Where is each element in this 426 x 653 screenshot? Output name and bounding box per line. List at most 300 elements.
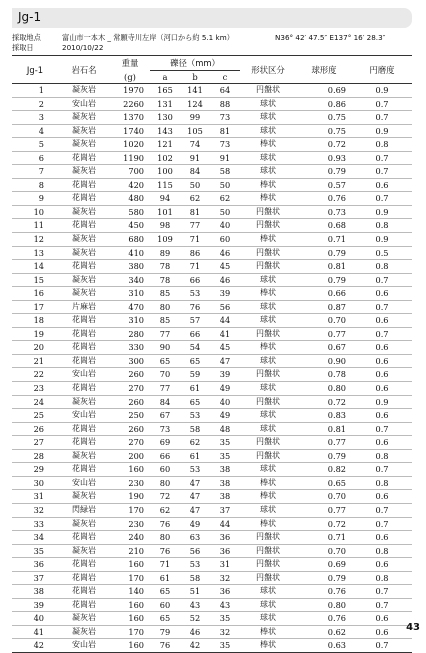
axis-c-cell: 35 bbox=[219, 640, 231, 651]
weight-cell: 2260 bbox=[123, 98, 144, 109]
axis-c-cell: 44 bbox=[219, 518, 231, 529]
row-number-cell: 20 bbox=[33, 342, 44, 353]
axis-a-cell: 85 bbox=[159, 315, 171, 326]
rock-name-cell: 花崗岩 bbox=[72, 261, 96, 271]
axis-a-cell: 69 bbox=[159, 437, 171, 448]
shape-class-cell: 円盤状 bbox=[256, 328, 280, 338]
sphericity-cell: 0.80 bbox=[327, 383, 346, 394]
axis-b-cell: 105 bbox=[187, 125, 203, 136]
roundness-cell: 0.6 bbox=[375, 179, 389, 190]
rock-name-cell: 花崗岩 bbox=[72, 315, 96, 325]
axis-b-cell: 52 bbox=[189, 613, 201, 624]
rock-name-cell: 安山岩 bbox=[72, 477, 96, 487]
table-row bbox=[12, 233, 412, 247]
rock-name-cell: 凝灰岩 bbox=[72, 626, 96, 636]
weight-cell: 210 bbox=[128, 545, 144, 556]
rock-name-cell: 凝灰岩 bbox=[72, 274, 96, 284]
axis-c-cell: 40 bbox=[219, 396, 231, 407]
axis-a-cell: 98 bbox=[159, 220, 171, 231]
table-row bbox=[12, 260, 412, 274]
rock-name-cell: 花崗岩 bbox=[72, 559, 96, 569]
sphericity-cell: 0.76 bbox=[327, 586, 346, 597]
sphericity-cell: 0.70 bbox=[327, 491, 346, 502]
row-number-cell: 14 bbox=[33, 261, 44, 272]
sphericity-cell: 0.62 bbox=[327, 626, 346, 637]
sphericity-cell: 0.71 bbox=[327, 532, 346, 543]
sphericity-cell: 0.78 bbox=[327, 369, 346, 380]
axis-b-cell: 57 bbox=[189, 315, 201, 326]
weight-cell: 170 bbox=[128, 626, 144, 637]
table-row bbox=[12, 327, 412, 341]
shape-class-cell: 円盤状 bbox=[256, 437, 280, 447]
sphericity-cell: 0.90 bbox=[327, 355, 346, 366]
weight-cell: 270 bbox=[128, 383, 144, 394]
shape-class-cell: 棒状 bbox=[260, 477, 276, 487]
shape-class-cell: 球状 bbox=[260, 98, 276, 108]
sphericity-cell: 0.68 bbox=[327, 220, 346, 231]
row-number-cell: 33 bbox=[33, 518, 44, 529]
roundness-cell: 0.9 bbox=[375, 396, 389, 407]
sphericity-cell: 0.77 bbox=[327, 504, 346, 515]
axis-a-cell: 66 bbox=[159, 450, 171, 461]
axis-b-cell: 47 bbox=[189, 504, 201, 515]
axis-a-cell: 76 bbox=[159, 518, 171, 529]
axis-a-cell: 85 bbox=[159, 288, 171, 299]
axis-c-cell: 35 bbox=[219, 437, 231, 448]
table-row bbox=[12, 138, 412, 152]
rock-name-cell: 花崗岩 bbox=[72, 464, 96, 474]
rock-name-cell: 凝灰岩 bbox=[72, 206, 96, 216]
weight-cell: 160 bbox=[128, 464, 144, 475]
rock-name-cell: 花崗岩 bbox=[72, 383, 96, 393]
roundness-cell: 0.8 bbox=[375, 139, 389, 150]
shape-class-cell: 球状 bbox=[260, 152, 276, 162]
header-sphericity: 球形度 bbox=[311, 64, 337, 75]
axis-c-cell: 37 bbox=[219, 504, 231, 515]
table-row bbox=[12, 558, 412, 572]
table-row bbox=[12, 436, 412, 450]
shape-class-cell: 球状 bbox=[260, 315, 276, 325]
weight-cell: 1740 bbox=[123, 125, 144, 136]
sampling-date-line bbox=[12, 43, 103, 53]
sphericity-cell: 0.76 bbox=[327, 613, 346, 624]
sphericity-cell: 0.75 bbox=[327, 125, 346, 136]
axis-a-cell: 121 bbox=[157, 139, 173, 150]
shape-class-cell: 球状 bbox=[260, 599, 276, 609]
weight-cell: 160 bbox=[128, 613, 144, 624]
shape-class-cell: 円盤状 bbox=[256, 85, 280, 94]
axis-c-cell: 32 bbox=[219, 572, 231, 583]
axis-b-cell: 62 bbox=[189, 437, 201, 448]
axis-c-cell: 39 bbox=[219, 288, 231, 299]
roundness-cell: 0.9 bbox=[375, 85, 389, 95]
axis-b-cell: 71 bbox=[189, 261, 201, 272]
axis-a-cell: 80 bbox=[159, 532, 171, 543]
axis-a-cell: 72 bbox=[159, 491, 171, 502]
axis-a-cell: 71 bbox=[159, 559, 171, 570]
row-number-cell: 29 bbox=[33, 464, 44, 475]
table-row bbox=[12, 368, 412, 382]
axis-a-cell: 101 bbox=[157, 206, 173, 217]
rock-name-cell: 花崗岩 bbox=[72, 355, 96, 365]
shape-class-cell: 円盤状 bbox=[256, 247, 280, 257]
axis-b-cell: 42 bbox=[189, 640, 201, 651]
header-sample-id: Jg-1 bbox=[26, 64, 44, 75]
roundness-cell: 0.7 bbox=[375, 112, 389, 123]
weight-cell: 160 bbox=[128, 640, 144, 651]
table-row bbox=[12, 205, 412, 219]
table-row bbox=[12, 354, 412, 368]
rock-name-cell: 凝灰岩 bbox=[72, 450, 96, 460]
weight-cell: 170 bbox=[128, 572, 144, 583]
axis-b-cell: 141 bbox=[187, 85, 203, 95]
weight-cell: 700 bbox=[128, 166, 144, 177]
roundness-cell: 0.8 bbox=[375, 261, 389, 272]
axis-b-cell: 86 bbox=[189, 247, 201, 258]
sphericity-cell: 0.86 bbox=[327, 98, 346, 109]
axis-a-cell: 77 bbox=[159, 383, 171, 394]
roundness-cell: 0.6 bbox=[375, 626, 389, 637]
sphericity-cell: 0.79 bbox=[327, 166, 346, 177]
row-number-cell: 12 bbox=[33, 234, 44, 245]
axis-c-cell: 43 bbox=[219, 599, 231, 610]
table-row bbox=[12, 287, 412, 301]
sphericity-cell: 0.82 bbox=[327, 464, 346, 475]
table-row bbox=[12, 395, 412, 409]
weight-cell: 310 bbox=[128, 315, 144, 326]
shape-class-cell: 円盤状 bbox=[256, 572, 280, 582]
rock-name-cell: 花崗岩 bbox=[72, 572, 96, 582]
weight-cell: 310 bbox=[128, 288, 144, 299]
rock-name-cell: 花崗岩 bbox=[72, 193, 96, 203]
rock-name-cell: 安山岩 bbox=[72, 410, 96, 420]
rock-name-cell: 花崗岩 bbox=[72, 220, 96, 230]
axis-a-cell: 143 bbox=[157, 125, 173, 136]
axis-b-cell: 65 bbox=[189, 355, 201, 366]
table-row bbox=[12, 422, 412, 436]
table-row bbox=[12, 449, 412, 463]
row-number-cell: 16 bbox=[33, 288, 44, 299]
table-row bbox=[12, 463, 412, 477]
rock-name-cell: 花崗岩 bbox=[72, 437, 96, 447]
sphericity-cell: 0.79 bbox=[327, 247, 346, 258]
roundness-cell: 0.5 bbox=[375, 247, 389, 258]
weight-cell: 580 bbox=[128, 206, 144, 217]
axis-a-cell: 78 bbox=[159, 261, 171, 272]
weight-cell: 380 bbox=[128, 261, 144, 272]
shape-class-cell: 円盤状 bbox=[256, 220, 280, 230]
rock-name-cell: 凝灰岩 bbox=[72, 166, 96, 176]
shape-class-cell: 棒状 bbox=[260, 179, 276, 189]
axis-c-cell: 46 bbox=[219, 274, 231, 285]
axis-c-cell: 40 bbox=[219, 220, 231, 231]
weight-cell: 240 bbox=[128, 532, 144, 543]
roundness-cell: 0.9 bbox=[375, 234, 389, 245]
header-axis-c: c bbox=[222, 72, 228, 82]
header-axis-a: a bbox=[162, 72, 168, 82]
roundness-cell: 0.8 bbox=[375, 477, 389, 488]
axis-a-cell: 65 bbox=[159, 586, 171, 597]
axis-b-cell: 51 bbox=[189, 586, 201, 597]
roundness-cell: 0.7 bbox=[375, 504, 389, 515]
axis-c-cell: 38 bbox=[219, 464, 231, 475]
row-number-cell: 3 bbox=[38, 112, 44, 123]
header-rock-name: 岩石名 bbox=[71, 64, 97, 75]
shape-class-cell: 球状 bbox=[260, 301, 276, 311]
axis-a-cell: 60 bbox=[159, 464, 171, 475]
table-row bbox=[12, 409, 412, 423]
row-number-cell: 40 bbox=[33, 613, 44, 624]
axis-b-cell: 63 bbox=[189, 532, 201, 543]
axis-b-cell: 65 bbox=[189, 396, 201, 407]
axis-c-cell: 49 bbox=[219, 383, 231, 394]
row-number-cell: 23 bbox=[33, 383, 44, 394]
table-row bbox=[12, 531, 412, 545]
axis-b-cell: 84 bbox=[189, 166, 201, 177]
sphericity-cell: 0.79 bbox=[327, 450, 346, 461]
row-number-cell: 25 bbox=[33, 410, 44, 421]
sphericity-cell: 0.57 bbox=[327, 179, 346, 190]
rock-name-cell: 花崗岩 bbox=[72, 599, 96, 609]
shape-class-cell: 円盤状 bbox=[256, 261, 280, 271]
axis-c-cell: 73 bbox=[219, 112, 231, 123]
axis-c-cell: 91 bbox=[219, 152, 231, 163]
table-row bbox=[12, 490, 412, 504]
axis-b-cell: 53 bbox=[189, 288, 201, 299]
axis-c-cell: 36 bbox=[219, 532, 231, 543]
rock-name-cell: 片麻岩 bbox=[72, 301, 96, 311]
sphericity-cell: 0.72 bbox=[327, 518, 346, 529]
sphericity-cell: 0.66 bbox=[327, 288, 346, 299]
weight-cell: 140 bbox=[128, 586, 144, 597]
site-value: 富山市一本木 _ 常願寺川左岸（河口から約 5.1 km） bbox=[62, 33, 234, 42]
table-row bbox=[12, 476, 412, 490]
table-row bbox=[12, 300, 412, 314]
axis-b-cell: 71 bbox=[189, 234, 201, 245]
axis-c-cell: 45 bbox=[219, 342, 231, 353]
rock-name-cell: 花崗岩 bbox=[72, 532, 96, 542]
weight-cell: 410 bbox=[128, 247, 144, 258]
axis-a-cell: 60 bbox=[159, 599, 171, 610]
shape-class-cell: 球状 bbox=[260, 504, 276, 514]
axis-b-cell: 66 bbox=[189, 274, 201, 285]
roundness-cell: 0.6 bbox=[375, 369, 389, 380]
axis-c-cell: 50 bbox=[219, 179, 231, 190]
roundness-cell: 0.6 bbox=[375, 315, 389, 326]
shape-class-cell: 棒状 bbox=[260, 139, 276, 149]
shape-class-cell: 球状 bbox=[260, 112, 276, 122]
axis-c-cell: 39 bbox=[219, 369, 231, 380]
sphericity-cell: 0.70 bbox=[327, 545, 346, 556]
roundness-cell: 0.6 bbox=[375, 355, 389, 366]
axis-b-cell: 47 bbox=[189, 477, 201, 488]
roundness-cell: 0.7 bbox=[375, 274, 389, 285]
shape-class-cell: 棒状 bbox=[260, 626, 276, 636]
table-row bbox=[12, 219, 412, 233]
sphericity-cell: 0.69 bbox=[327, 559, 346, 570]
weight-cell: 680 bbox=[128, 234, 144, 245]
shape-class-cell: 球状 bbox=[260, 410, 276, 420]
rock-name-cell: 花崗岩 bbox=[72, 586, 96, 596]
axis-c-cell: 60 bbox=[219, 234, 231, 245]
rock-name-cell: 花崗岩 bbox=[72, 328, 96, 338]
sphericity-cell: 0.79 bbox=[327, 274, 346, 285]
roundness-cell: 0.6 bbox=[375, 559, 389, 570]
row-number-cell: 27 bbox=[33, 437, 44, 448]
roundness-cell: 0.7 bbox=[375, 166, 389, 177]
axis-b-cell: 76 bbox=[189, 301, 201, 312]
sphericity-cell: 0.71 bbox=[327, 234, 346, 245]
shape-class-cell: 球状 bbox=[260, 274, 276, 284]
axis-b-cell: 56 bbox=[189, 545, 201, 556]
axis-b-cell: 46 bbox=[189, 626, 201, 637]
weight-cell: 480 bbox=[128, 193, 144, 204]
sphericity-cell: 0.79 bbox=[327, 572, 346, 583]
roundness-cell: 0.6 bbox=[375, 491, 389, 502]
axis-c-cell: 46 bbox=[219, 247, 231, 258]
roundness-cell: 0.6 bbox=[375, 532, 389, 543]
table-row bbox=[12, 517, 412, 531]
row-number-cell: 24 bbox=[33, 396, 44, 407]
table-row bbox=[12, 192, 412, 206]
header-axis-b: b bbox=[192, 72, 198, 82]
table-row bbox=[12, 341, 412, 355]
table-row bbox=[12, 544, 412, 558]
shape-class-cell: 球状 bbox=[260, 383, 276, 393]
axis-c-cell: 73 bbox=[219, 139, 231, 150]
roundness-cell: 0.7 bbox=[375, 328, 389, 339]
axis-a-cell: 100 bbox=[157, 166, 173, 177]
table-row bbox=[12, 314, 412, 328]
header-diameter: 礫径（mm） bbox=[150, 56, 240, 71]
axis-a-cell: 115 bbox=[157, 179, 173, 190]
axis-b-cell: 81 bbox=[189, 206, 201, 217]
row-number-cell: 11 bbox=[33, 220, 44, 231]
shape-class-cell: 円盤状 bbox=[256, 532, 280, 542]
roundness-cell: 0.6 bbox=[375, 342, 389, 353]
table-row bbox=[12, 165, 412, 179]
axis-b-cell: 53 bbox=[189, 559, 201, 570]
table-row bbox=[12, 124, 412, 138]
rock-name-cell: 凝灰岩 bbox=[72, 139, 96, 149]
axis-c-cell: 47 bbox=[219, 355, 231, 366]
row-number-cell: 38 bbox=[33, 586, 44, 597]
row-number-cell: 19 bbox=[33, 328, 44, 339]
shape-class-cell: 球状 bbox=[260, 613, 276, 623]
row-number-cell: 1 bbox=[38, 85, 44, 95]
shape-class-cell: 棒状 bbox=[260, 518, 276, 528]
axis-b-cell: 66 bbox=[189, 328, 201, 339]
weight-cell: 270 bbox=[128, 437, 144, 448]
axis-c-cell: 58 bbox=[219, 166, 231, 177]
axis-c-cell: 48 bbox=[219, 423, 231, 434]
axis-a-cell: 70 bbox=[159, 369, 171, 380]
sphericity-cell: 0.83 bbox=[327, 410, 346, 421]
row-number-cell: 31 bbox=[33, 491, 44, 502]
page-title: Jg-1 bbox=[18, 10, 42, 24]
date-label: 採取日 bbox=[12, 43, 34, 52]
shape-class-cell: 球状 bbox=[260, 166, 276, 176]
row-number-cell: 35 bbox=[33, 545, 44, 556]
rock-name-cell: 花崗岩 bbox=[72, 423, 96, 433]
row-number-cell: 2 bbox=[38, 98, 44, 109]
table-row bbox=[12, 382, 412, 396]
row-number-cell: 13 bbox=[33, 247, 44, 258]
roundness-cell: 0.6 bbox=[375, 383, 389, 394]
row-number-cell: 8 bbox=[38, 179, 44, 190]
roundness-cell: 0.7 bbox=[375, 599, 389, 610]
axis-a-cell: 78 bbox=[159, 274, 171, 285]
row-number-cell: 21 bbox=[33, 355, 44, 366]
roundness-cell: 0.9 bbox=[375, 206, 389, 217]
axis-a-cell: 80 bbox=[159, 301, 171, 312]
rock-name-cell: 安山岩 bbox=[72, 98, 96, 108]
weight-cell: 200 bbox=[128, 450, 144, 461]
table-row bbox=[12, 571, 412, 585]
axis-b-cell: 61 bbox=[189, 383, 201, 394]
row-number-cell: 42 bbox=[33, 640, 44, 651]
axis-a-cell: 94 bbox=[159, 193, 171, 204]
axis-c-cell: 35 bbox=[219, 450, 231, 461]
axis-b-cell: 47 bbox=[189, 491, 201, 502]
roundness-cell: 0.6 bbox=[375, 437, 389, 448]
table-body bbox=[12, 84, 412, 653]
axis-c-cell: 31 bbox=[219, 559, 231, 570]
rock-name-cell: 凝灰岩 bbox=[72, 613, 96, 623]
table-row bbox=[12, 246, 412, 260]
weight-cell: 470 bbox=[128, 301, 144, 312]
weight-cell: 230 bbox=[128, 518, 144, 529]
weight-cell: 250 bbox=[128, 410, 144, 421]
axis-a-cell: 84 bbox=[159, 396, 171, 407]
axis-c-cell: 88 bbox=[219, 98, 231, 109]
sphericity-cell: 0.80 bbox=[327, 599, 346, 610]
row-number-cell: 10 bbox=[33, 206, 44, 217]
row-number-cell: 26 bbox=[33, 423, 44, 434]
row-number-cell: 4 bbox=[38, 125, 44, 136]
roundness-cell: 0.7 bbox=[375, 518, 389, 529]
weight-cell: 160 bbox=[128, 559, 144, 570]
roundness-cell: 0.9 bbox=[375, 125, 389, 136]
row-number-cell: 37 bbox=[33, 572, 44, 583]
rock-name-cell: 凝灰岩 bbox=[72, 491, 96, 501]
axis-a-cell: 76 bbox=[159, 545, 171, 556]
shape-class-cell: 球状 bbox=[260, 423, 276, 433]
axis-c-cell: 32 bbox=[219, 626, 231, 637]
coordinates: N36° 42′ 47.5″ E137° 16′ 28.3″ bbox=[275, 33, 386, 42]
roundness-cell: 0.7 bbox=[375, 423, 389, 434]
table-row bbox=[12, 111, 412, 125]
header-weight: 重量 bbox=[121, 58, 139, 69]
axis-b-cell: 124 bbox=[187, 98, 203, 109]
row-number-cell: 18 bbox=[33, 315, 44, 326]
header-shape-class: 形状区分 bbox=[251, 64, 285, 75]
table-row bbox=[12, 178, 412, 192]
rock-name-cell: 凝灰岩 bbox=[72, 518, 96, 528]
roundness-cell: 0.8 bbox=[375, 450, 389, 461]
weight-cell: 420 bbox=[128, 179, 144, 190]
axis-c-cell: 50 bbox=[219, 206, 231, 217]
axis-a-cell: 102 bbox=[157, 152, 173, 163]
rock-name-cell: 凝灰岩 bbox=[72, 112, 96, 122]
axis-b-cell: 53 bbox=[189, 410, 201, 421]
row-number-cell: 7 bbox=[38, 166, 44, 177]
weight-cell: 1370 bbox=[123, 112, 144, 123]
weight-cell: 330 bbox=[128, 342, 144, 353]
axis-c-cell: 44 bbox=[219, 315, 231, 326]
weight-cell: 1020 bbox=[123, 139, 144, 150]
sphericity-cell: 0.75 bbox=[327, 112, 346, 123]
